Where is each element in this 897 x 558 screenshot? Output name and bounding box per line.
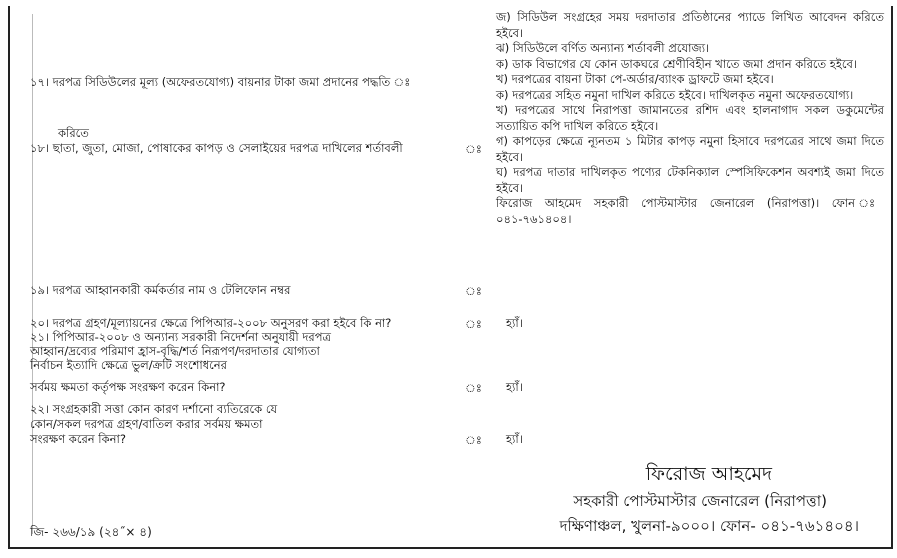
answer-19: ফিরোজ আহমেদ সহকারী পোস্টমাস্টার জেনারেল (নিরাপত্তা)। ফোন ঃ ০৪১-৭৬১৪০৪। bbox=[496, 196, 884, 226]
row-20-label: ২০। দরপত্র গ্রহণ/মূল্যায়নের ক্ষেত্রে পিপিআর-২০০৮ অনুসরণ করা হইবে কি না? bbox=[30, 316, 392, 330]
footer-code: জি- ২৬৬/১৯ (২৪˝× ৪) bbox=[30, 525, 152, 539]
signature-designation: সহকারী পোস্টমাস্টার জেনারেল (নিরাপত্তা) bbox=[573, 492, 827, 510]
answer-17-kh: খ) দরপত্রের বায়না টাকা পে-অর্ডার/ব্যাংক ড্রাফটে জমা হইবে। bbox=[496, 72, 774, 86]
row-22-colon: ঃ bbox=[465, 433, 482, 447]
row-17-label: ১৭। দরপত্র সিডিউলের মূল্য (অফেরতযোগ্য) বায়নার টাকা জমা প্রদানের পদ্ধতি ঃ bbox=[30, 75, 411, 89]
row-21-line2: আহ্বান/দ্রব্যের পরিমাণ হ্রাস-বৃদ্ধি/শর্ত নিরূপণ/দরদাতার যোগ্যতা bbox=[30, 344, 320, 358]
row-21-colon: ঃ bbox=[465, 381, 482, 395]
row-22-answer: হ্যাঁ। bbox=[506, 432, 523, 446]
answer-18-k: ক) দরপত্রের সহিত নমুনা দাখিল করিতে হইবে। দাখিলকৃত নমুনা অফেরতযোগ্য। bbox=[496, 87, 854, 102]
answer-17-k: ক) ডাক বিভাগের যে কোন ডাকঘরে শ্রেণীবিহীন খাতে জমা প্রদান করিতে হইবে। bbox=[496, 56, 857, 71]
answer-j: জ) সিডিউল সংগ্রহের সময় দরদাতার প্রতিষ্ঠানের প্যাডে লিখিত আবেদন করিতে হইবে। bbox=[496, 10, 884, 40]
row-17-continuation: করিতে bbox=[58, 126, 89, 140]
row-20-colon: ঃ bbox=[465, 317, 482, 331]
answers-top bbox=[496, 10, 884, 227]
answer-18-gh: ঘ) দরপত্র দাতার দাখিলকৃত পণ্যের টেকনিক্যাল স্পেসিফিকেশন অবশ্যই জমা দিতে হইবে। bbox=[496, 165, 884, 195]
row-18-colon: ঃ bbox=[465, 142, 482, 156]
answer-18-kh: খ) দরপত্রের সাথে নিরাপত্তা জামানতের রশিদ এবং হালনাগাদ সকল ডকুমেন্টের সত্যায়িত কপি দাখিল করিতে হইবে। bbox=[496, 103, 884, 133]
signature-address: দক্ষিণাঞ্চল, খুলনা-৯০০০। ফোন- ০৪১-৭৬১৪০৪। bbox=[559, 517, 859, 535]
row-22-line1: ২২। সংগ্রহকারী সত্তা কোন কারণ দর্শানো ব্যতিরেকে যে bbox=[30, 402, 278, 416]
answer-18-g: গ) কাপড়ের ক্ষেত্রে ন্যূনতম ১ মিটার কাপড় নমুনা হিসাবে দরপত্রের সাথে জমা দিতে হইবে। bbox=[496, 134, 884, 164]
margin-rule bbox=[32, 14, 33, 534]
row-22-line2: কোন/সকল দরপত্র গ্রহণ/বাতিল করার সর্বময় ক্ষমতা bbox=[30, 417, 263, 431]
row-19-label: ১৯। দরপত্র আহ্বানকারী কর্মকর্তার নাম ও টেলিফোন নম্বর bbox=[30, 283, 291, 297]
row-20-answer: হ্যাঁ। bbox=[506, 316, 523, 330]
answer-jh: ঝ) সিডিউলে বর্ণিত অন্যান্য শর্তাবলী প্রযোজ্য। bbox=[496, 41, 710, 55]
row-21-line1: ২১। পিপিআর-২০০৮ ও অন্যান্য সরকারী নিদের্শনা অনুযায়ী দরপত্র bbox=[30, 330, 331, 344]
row-22-line3: সংরক্ষণ করেন কিনা? bbox=[30, 432, 126, 446]
signature-name: ফিরোজ আহমেদ bbox=[645, 463, 772, 485]
row-19-colon: ঃ bbox=[465, 284, 482, 298]
row-18-label: ১৮। ছাতা, জুতা, মোজা, পোষাকের কাপড় ও সেলাইয়ের দরপত্র দাখিলের শর্তাবলী bbox=[30, 141, 403, 155]
row-21-answer: হ্যাঁ। bbox=[506, 380, 523, 394]
row-21-line4: সর্বময় ক্ষমতা কর্তৃপক্ষ সংরক্ষণ করেন কিনা? bbox=[30, 380, 226, 394]
row-21-line3: নির্বাচন ইত্যাদি ক্ষেত্রে ভুল/ক্রটি সংশোধনের bbox=[30, 358, 227, 372]
